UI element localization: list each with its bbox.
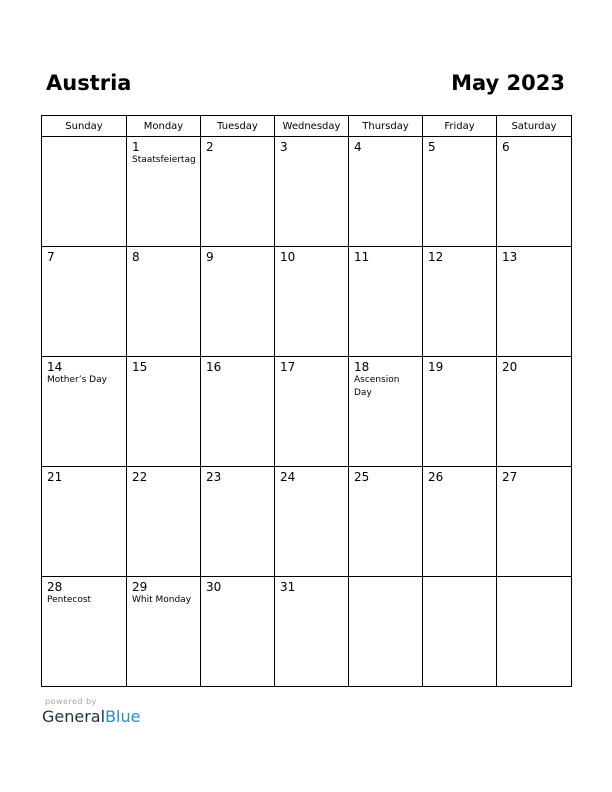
brand-general: General bbox=[42, 707, 106, 726]
day-cell bbox=[349, 357, 423, 467]
weekday-header-row bbox=[42, 116, 572, 137]
weekday-header: Friday bbox=[423, 116, 497, 137]
day-number: 9 bbox=[206, 250, 214, 264]
day-cell bbox=[42, 137, 127, 247]
day-number: 30 bbox=[206, 580, 222, 594]
day-cell bbox=[201, 357, 275, 467]
day-cell bbox=[127, 577, 201, 687]
day-cell bbox=[42, 577, 127, 687]
day-number: 29 bbox=[132, 580, 148, 594]
holiday-label: Pentecost bbox=[47, 595, 92, 605]
day-cell bbox=[201, 467, 275, 577]
day-cell bbox=[349, 467, 423, 577]
calendar-grid bbox=[41, 115, 572, 687]
day-cell bbox=[497, 577, 572, 687]
day-cell bbox=[423, 357, 497, 467]
day-cell bbox=[201, 137, 275, 247]
day-number: 24 bbox=[280, 470, 296, 484]
day-cell bbox=[42, 467, 127, 577]
calendar-week-row bbox=[42, 467, 572, 577]
day-number: 5 bbox=[428, 140, 436, 154]
weekday-header: Monday bbox=[127, 116, 201, 137]
weekday-header: Thursday bbox=[349, 116, 423, 137]
day-number: 16 bbox=[206, 360, 222, 374]
day-number: 22 bbox=[132, 470, 148, 484]
generalblue-logo bbox=[42, 708, 140, 726]
day-number: 7 bbox=[47, 250, 55, 264]
day-number: 26 bbox=[428, 470, 444, 484]
weekday-header: Tuesday bbox=[201, 116, 275, 137]
weekday-header: Saturday bbox=[497, 116, 572, 137]
day-number: 25 bbox=[354, 470, 370, 484]
day-number: 15 bbox=[132, 360, 148, 374]
day-number: 4 bbox=[354, 140, 362, 154]
day-cell bbox=[349, 247, 423, 357]
day-number: 23 bbox=[206, 470, 222, 484]
day-cell bbox=[497, 137, 572, 247]
brand-blue: Blue bbox=[105, 707, 141, 726]
month-year-title: May 2023 bbox=[451, 71, 565, 95]
day-cell bbox=[275, 137, 349, 247]
holiday-label: Mother’s Day bbox=[47, 375, 107, 385]
day-cell bbox=[275, 577, 349, 687]
day-number: 2 bbox=[206, 140, 214, 154]
day-number: 19 bbox=[428, 360, 444, 374]
day-number: 8 bbox=[132, 250, 140, 264]
day-number: 3 bbox=[280, 140, 288, 154]
day-number: 21 bbox=[47, 470, 63, 484]
day-number: 14 bbox=[47, 360, 63, 374]
day-cell bbox=[275, 357, 349, 467]
day-cell bbox=[423, 577, 497, 687]
weekday-header: Wednesday bbox=[275, 116, 349, 137]
day-number: 12 bbox=[428, 250, 444, 264]
calendar-week-row bbox=[42, 247, 572, 357]
day-number: 20 bbox=[502, 360, 518, 374]
day-cell bbox=[127, 137, 201, 247]
day-number: 11 bbox=[354, 250, 370, 264]
day-number: 31 bbox=[280, 580, 296, 594]
calendar-week-row bbox=[42, 577, 572, 687]
calendar-week-row bbox=[42, 357, 572, 467]
day-number: 1 bbox=[132, 140, 140, 154]
day-cell bbox=[423, 137, 497, 247]
day-cell bbox=[423, 467, 497, 577]
day-cell bbox=[127, 467, 201, 577]
day-cell bbox=[127, 357, 201, 467]
day-cell bbox=[497, 247, 572, 357]
day-cell bbox=[423, 247, 497, 357]
day-cell bbox=[275, 467, 349, 577]
holiday-label: Ascension Day bbox=[354, 375, 400, 398]
day-cell bbox=[42, 357, 127, 467]
day-number: 27 bbox=[502, 470, 518, 484]
holiday-label: Whit Monday bbox=[132, 595, 192, 605]
day-cell bbox=[497, 467, 572, 577]
calendar-week-row bbox=[42, 137, 572, 247]
day-cell bbox=[201, 577, 275, 687]
country-title: Austria bbox=[46, 71, 132, 95]
day-number: 17 bbox=[280, 360, 296, 374]
day-number: 6 bbox=[502, 140, 510, 154]
day-number: 10 bbox=[280, 250, 296, 264]
footer-branding bbox=[42, 697, 140, 726]
day-number: 18 bbox=[354, 360, 370, 374]
day-cell bbox=[127, 247, 201, 357]
day-cell bbox=[275, 247, 349, 357]
day-number: 13 bbox=[502, 250, 518, 264]
holiday-label: Staatsfeiertag bbox=[132, 155, 196, 165]
weekday-header: Sunday bbox=[42, 116, 127, 137]
day-cell bbox=[42, 247, 127, 357]
day-number: 28 bbox=[47, 580, 63, 594]
day-cell bbox=[497, 357, 572, 467]
powered-by-text: powered by bbox=[45, 697, 97, 706]
day-cell bbox=[349, 137, 423, 247]
day-cell bbox=[201, 247, 275, 357]
day-cell bbox=[349, 577, 423, 687]
